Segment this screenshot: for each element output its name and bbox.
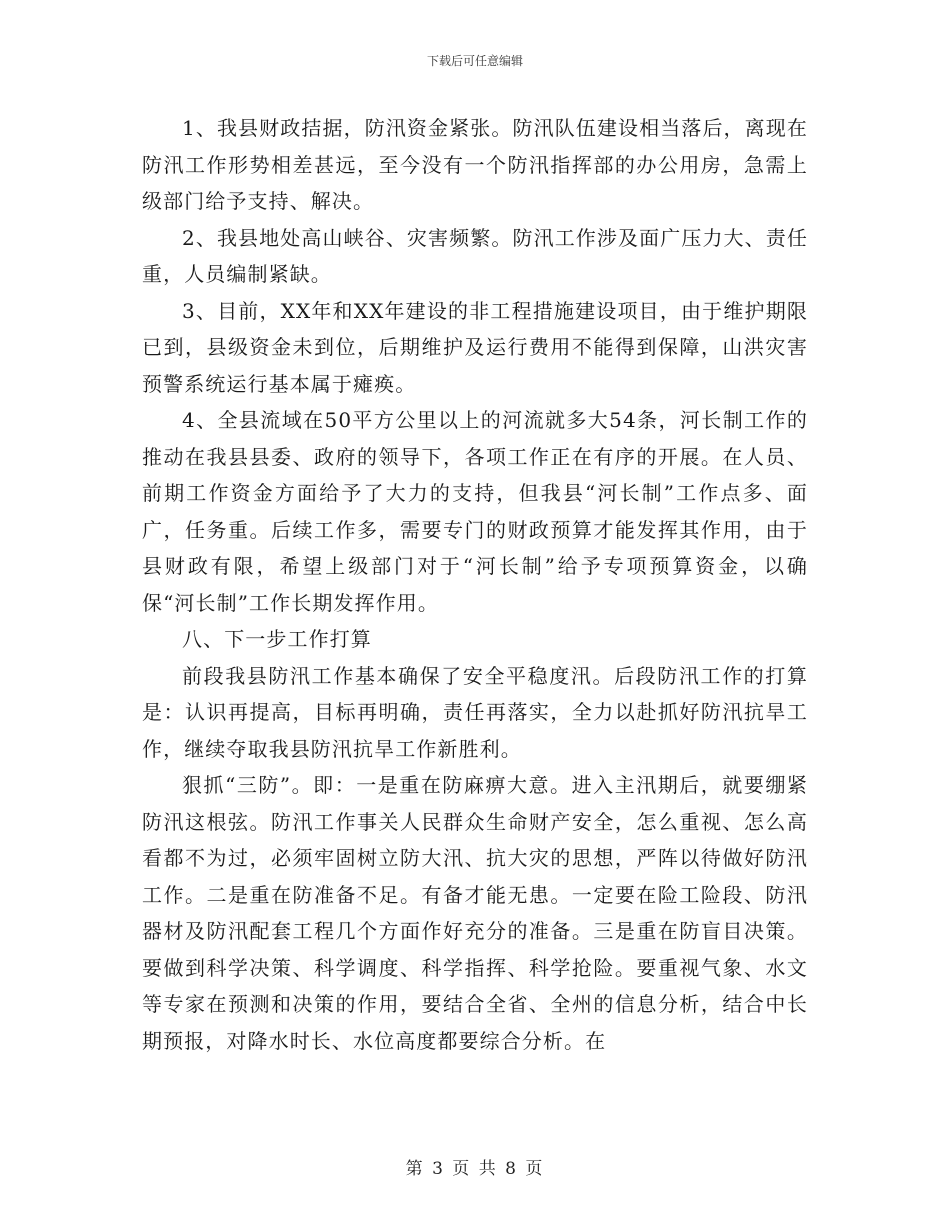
- paragraph-1: 1、我县财政拮据，防汛资金紧张。防汛队伍建设相当落后，离现在防汛工作形势相差甚远，至今没有一个防汛指挥部的办公用房，急需上级部门给予支持、解决。: [142, 116, 808, 213]
- paragraph-3: 3、目前，XX年和XX年建设的非工程措施建设项目，由于维护期限已到，县级资金未到位，后期维护及运行费用不能得到保障，山洪灾害预警系统运行基本属于瘫痪。: [142, 298, 808, 396]
- page-number: 第 3 页 共 8 页: [405, 1159, 545, 1179]
- paragraph-4: 4、全县流域在50平方公里以上的河流就多大54条，河长制工作的推动在我县县委、政府的领导下，各项工作正在有序的开展。在人员、前期工作资金方面给予了大力的支持，但我县“河长制”工作点多、面广，任务重。后续工作多，需要专门的财政预算才能发挥其作用，由于县财政有限，希望上级部门对于“河长制”给予专项预算资金，以确保“河长制”工作长期发挥作用。: [142, 408, 808, 615]
- header-note: 下载后可任意编辑: [426, 54, 523, 68]
- document-body: [142, 110, 808, 1059]
- paragraph-2: 2、我县地处高山峡谷、灾害频繁。防汛工作涉及面广压力大、责任重，人员编制紧缺。: [142, 225, 808, 286]
- section-heading: 八、下一步工作打算: [182, 627, 372, 651]
- paragraph-6: 狠抓“三防”。即：一是重在防麻痹大意。进入主汛期后，就要绷紧防汛这根弦。防汛工作事关人民群众生命财产安全，怎么重视、怎么高看都不为过，必须牢固树立防大汛、抗大灾的思想，严阵以待做好防汛工作。二是重在防准备不足。有备才能无患。一定要在险工险段、防汛器材及防汛配套工程几个方面作好充分的准备。三是重在防盲目决策。要做到科学决策、科学调度、科学指挥、科学抢险。要重视气象、水文等专家在预测和决策的作用，要结合全省、全州的信息分析，结合中长期预报，对降水时长、水位高度都要综合分析。在: [142, 773, 808, 1053]
- paragraph-5: 前段我县防汛工作基本确保了安全平稳度汛。后段防汛工作的打算是：认识再提高，目标再明确，责任再落实，全力以赴抓好防汛抗旱工作，继续夺取我县防汛抗旱工作新胜利。: [142, 663, 808, 761]
